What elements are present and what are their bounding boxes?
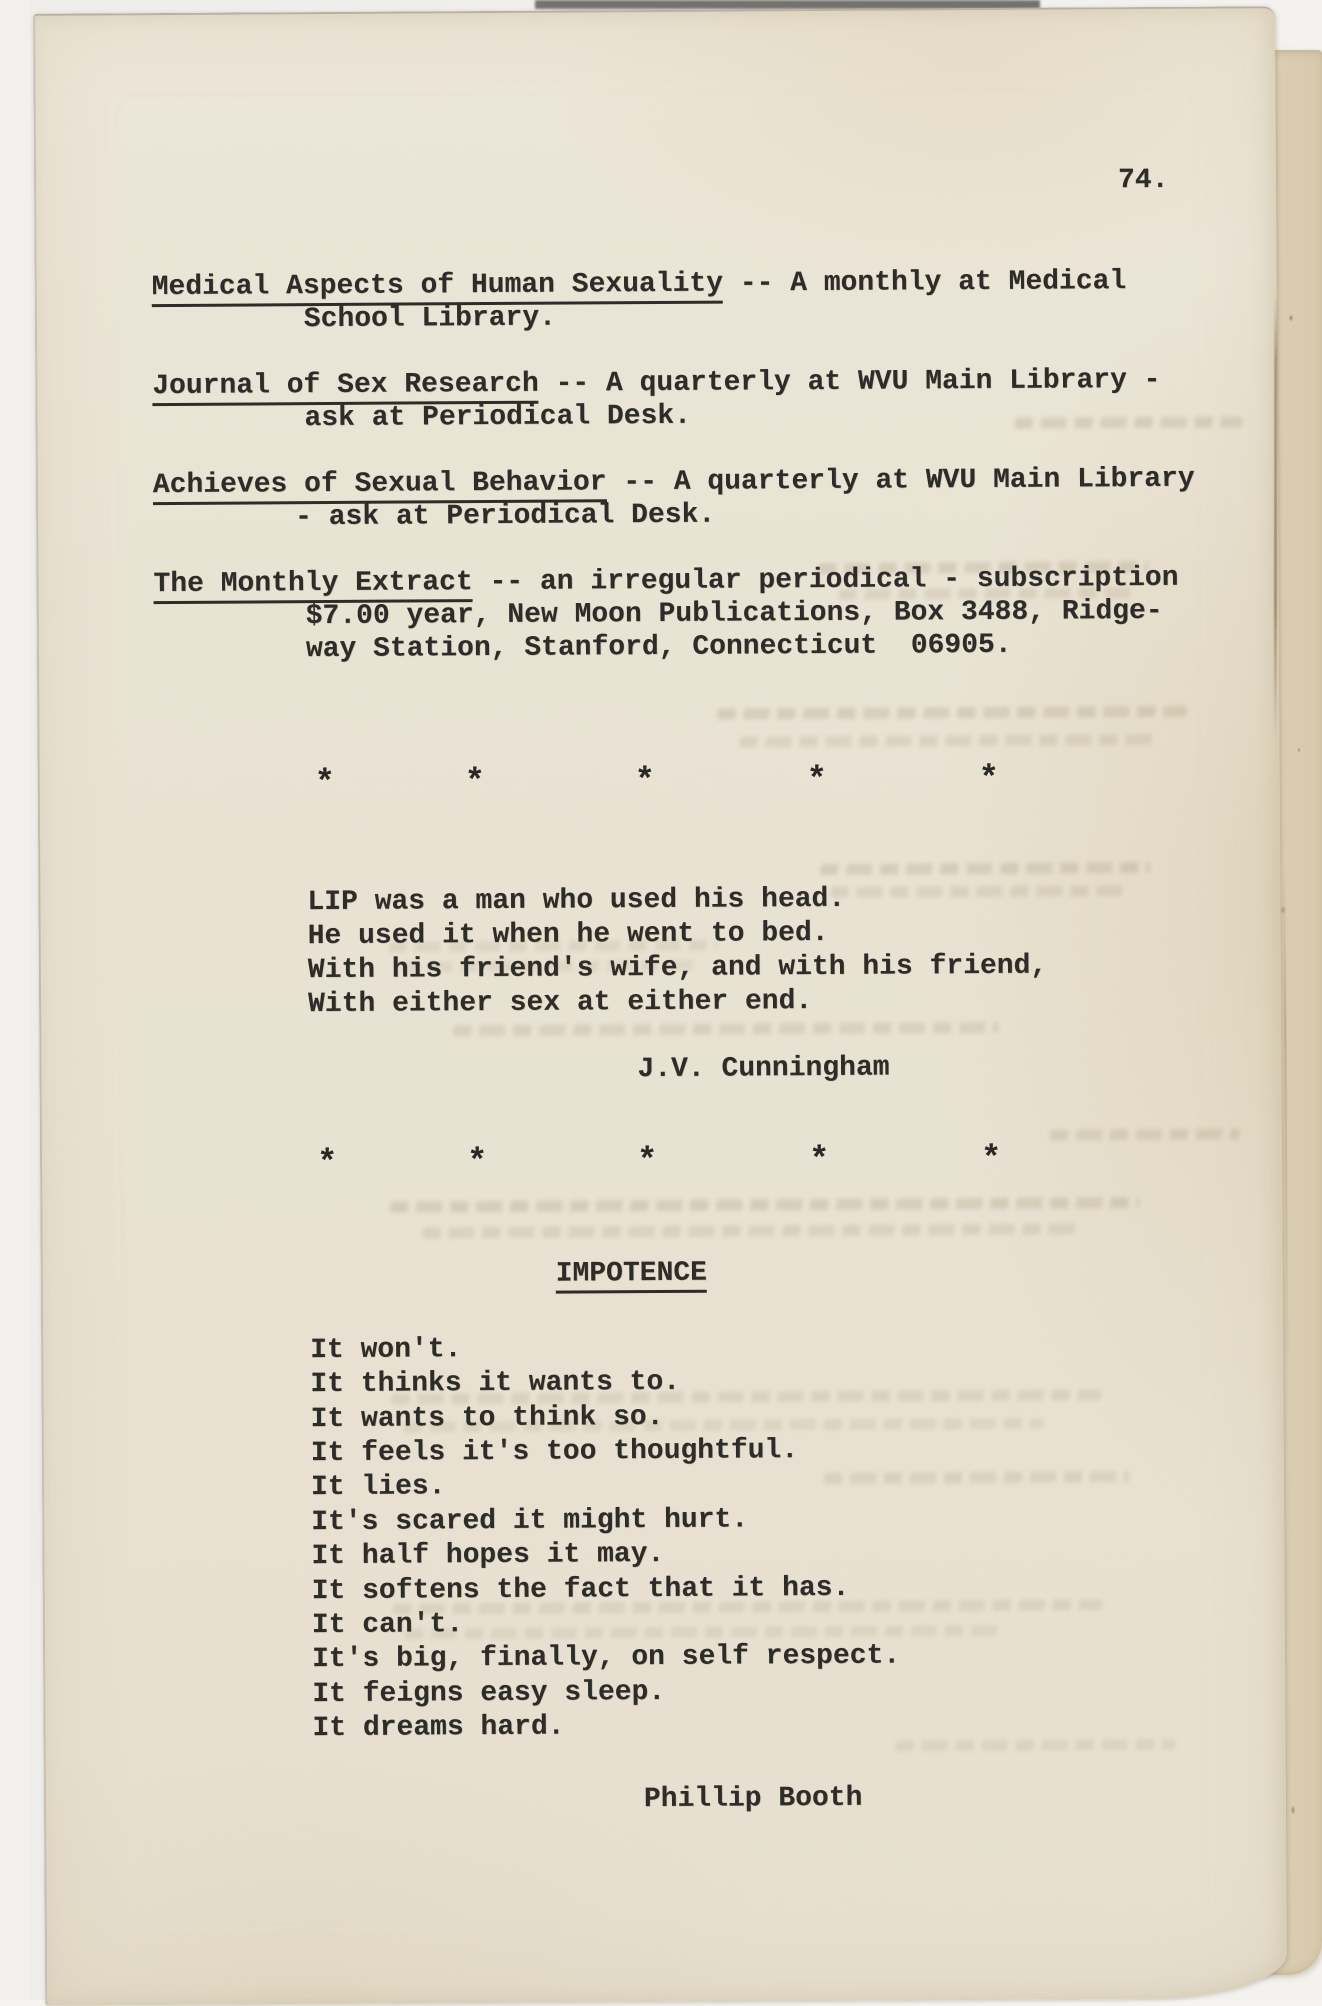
show-through <box>717 706 1188 720</box>
entry-text: -- A quarterly at WVU Main Library - <box>538 364 1161 400</box>
entry-title-line <box>153 465 1195 501</box>
show-through <box>824 1471 1130 1484</box>
entry-text: -- A monthly at Medical <box>722 266 1127 300</box>
asterisk: * <box>978 760 1000 800</box>
asterisk: * <box>808 1141 830 1181</box>
limerick-line: With either sex at either end. <box>307 986 813 1021</box>
show-through <box>820 862 1151 875</box>
asterisk: * <box>980 1140 1002 1180</box>
entry-title: The Monthly Extract <box>153 567 472 604</box>
poem-line: It's scared it might hurt. <box>311 1504 749 1539</box>
entry-title-line <box>152 366 1160 402</box>
show-through <box>453 1022 999 1036</box>
limerick-attribution: J.V. Cunningham <box>637 1052 890 1086</box>
limerick-line: LIP was a man who used his head. <box>307 883 846 919</box>
poem-line: It wants to think so. <box>310 1401 664 1436</box>
entry-text: -- an irregular periodical - subscription <box>472 562 1179 599</box>
asterisk: * <box>636 1143 658 1182</box>
show-through <box>830 885 1131 898</box>
show-through <box>1050 1128 1241 1140</box>
entry-continuation: way Station, Stanford, Connecticut 06905. <box>305 629 1012 666</box>
entry-continuation: School Library. <box>303 302 557 336</box>
entry-continuation: $7.00 year, New Moon Publications, Box 3488, Ridge- <box>305 595 1163 633</box>
page-number: 74. <box>1117 164 1169 197</box>
poem-line: It feigns easy sleep. <box>312 1676 666 1711</box>
show-through <box>895 1739 1176 1752</box>
asterisk: * <box>314 764 336 804</box>
poem-line: It softens the fact that it has. <box>311 1572 850 1608</box>
show-through <box>739 734 1160 748</box>
asterisk-separator <box>40 761 1280 809</box>
entry-continuation: ask at Periodical Desk. <box>304 400 692 435</box>
poem-line: It's big, finally, on self respect. <box>311 1640 901 1676</box>
entry-title: Journal of Sex Research <box>152 369 539 406</box>
entry-text: -- A quarterly at WVU Main Library <box>606 463 1195 499</box>
entry-continuation: - ask at Periodical Desk. <box>294 499 716 534</box>
poem-line: It won't. <box>310 1334 462 1367</box>
document-page <box>33 6 1287 2006</box>
poem-line: It can't. <box>311 1609 464 1642</box>
show-through <box>390 1197 1140 1213</box>
entry-title-line <box>153 564 1178 600</box>
asterisk: * <box>466 1144 488 1183</box>
asterisk: * <box>464 764 486 803</box>
entry-title-line <box>152 267 1127 303</box>
asterisk-separator <box>42 1141 1282 1189</box>
poem-line: It thinks it wants to. <box>310 1366 681 1401</box>
asterisk: * <box>316 1144 338 1184</box>
show-through <box>1014 416 1243 428</box>
page-crease <box>1274 293 1277 738</box>
asterisk: * <box>806 761 828 801</box>
entry-title: Medical Aspects of Human Sexuality <box>152 269 724 307</box>
limerick-line: He used it when he went to bed. <box>307 917 829 953</box>
limerick-line: With his friend's wife, and with his friend, <box>307 950 1048 987</box>
asterisk: * <box>634 763 656 802</box>
poem-title-text: IMPOTENCE <box>556 1258 707 1294</box>
poem-title <box>556 1259 707 1290</box>
poem-line: It dreams hard. <box>312 1711 565 1745</box>
poem-line: It feels it's too thoughtful. <box>310 1435 799 1470</box>
poem-line: It half hopes it may. <box>311 1538 665 1573</box>
entry-title: Achieves of Sexual Behavior <box>153 467 607 505</box>
poem-attribution: Phillip Booth <box>643 1782 863 1816</box>
poem-line: It lies. <box>310 1471 446 1504</box>
show-through <box>405 1625 1006 1640</box>
show-through <box>422 1223 1083 1238</box>
